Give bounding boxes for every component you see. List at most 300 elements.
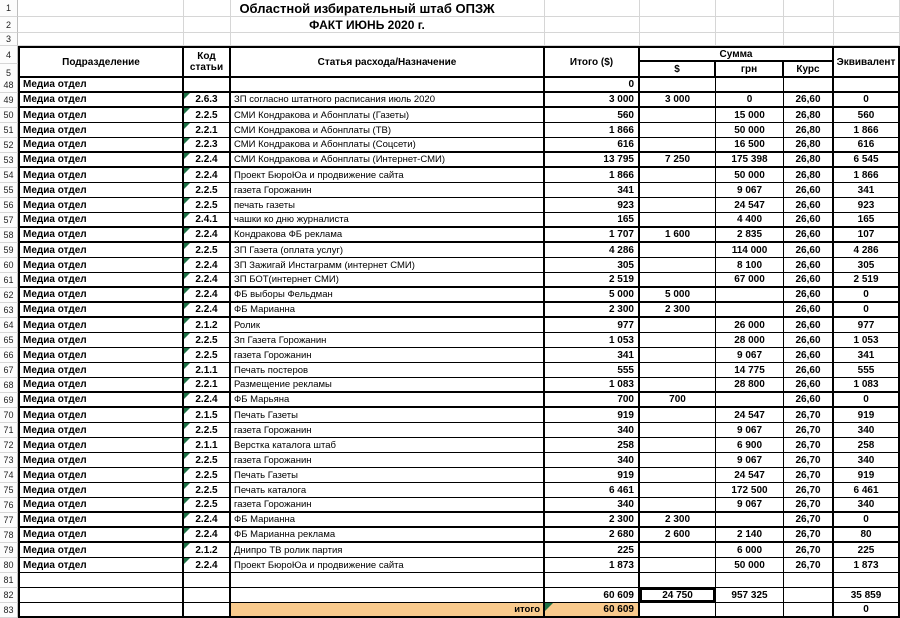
empty-cell[interactable] (231, 33, 545, 46)
cell-total[interactable] (545, 423, 640, 438)
cell-uah[interactable] (716, 603, 784, 618)
cell-usd[interactable] (640, 363, 716, 378)
row-number[interactable]: 70 (0, 408, 18, 423)
cell-uah[interactable] (716, 483, 784, 498)
cell-uah[interactable] (716, 333, 784, 348)
empty-cell[interactable] (834, 0, 900, 17)
cell-equivalent[interactable] (834, 558, 900, 573)
cell-division[interactable] (18, 378, 184, 393)
cell-division[interactable] (18, 333, 184, 348)
row-number[interactable]: 4 (0, 46, 18, 64)
row-number[interactable]: 58 (0, 228, 18, 243)
row-number[interactable]: 2 (0, 17, 18, 33)
row-number[interactable]: 79 (0, 543, 18, 558)
cell-article[interactable] (231, 183, 545, 198)
cell-rate[interactable] (784, 573, 834, 588)
cell-code[interactable] (184, 393, 231, 408)
cell-equivalent[interactable] (834, 228, 900, 243)
cell-code[interactable] (184, 438, 231, 453)
cell-code[interactable] (184, 453, 231, 468)
cell-rate[interactable] (784, 423, 834, 438)
cell-article[interactable] (231, 243, 545, 258)
cell-equivalent[interactable] (834, 498, 900, 513)
cell-article[interactable] (231, 498, 545, 513)
cell-rate[interactable] (784, 153, 834, 168)
cell-code[interactable] (184, 603, 231, 618)
cell-uah[interactable] (716, 213, 784, 228)
cell-article[interactable] (231, 123, 545, 138)
empty-cell[interactable] (716, 0, 784, 17)
row-number[interactable]: 67 (0, 363, 18, 378)
cell-code[interactable] (184, 513, 231, 528)
cell-code[interactable] (184, 543, 231, 558)
cell-uah[interactable] (716, 273, 784, 288)
cell-article[interactable] (231, 453, 545, 468)
cell-code[interactable] (184, 408, 231, 423)
cell-division[interactable] (18, 78, 184, 93)
cell-article[interactable] (231, 438, 545, 453)
empty-cell[interactable] (784, 33, 834, 46)
cell-article[interactable] (231, 198, 545, 213)
cell-equivalent[interactable] (834, 438, 900, 453)
row-number[interactable]: 71 (0, 423, 18, 438)
cell-article[interactable] (231, 558, 545, 573)
cell-usd[interactable] (640, 78, 716, 93)
row-number[interactable]: 49 (0, 93, 18, 108)
cell-division[interactable] (18, 408, 184, 423)
header-division[interactable]: Подразделение (18, 46, 184, 78)
empty-cell[interactable] (184, 33, 231, 46)
row-number[interactable]: 50 (0, 108, 18, 123)
cell-division[interactable] (18, 573, 184, 588)
cell-usd[interactable] (640, 288, 716, 303)
cell-rate[interactable] (784, 123, 834, 138)
cell-total[interactable] (545, 318, 640, 333)
row-number[interactable]: 69 (0, 393, 18, 408)
cell-equivalent[interactable] (834, 243, 900, 258)
cell-rate[interactable] (784, 498, 834, 513)
cell-total[interactable] (545, 288, 640, 303)
cell-article[interactable] (231, 213, 545, 228)
cell-total[interactable] (545, 438, 640, 453)
cell-code[interactable] (184, 138, 231, 153)
row-number[interactable]: 72 (0, 438, 18, 453)
row-number[interactable]: 56 (0, 198, 18, 213)
cell-usd[interactable] (640, 273, 716, 288)
cell-equivalent[interactable] (834, 318, 900, 333)
cell-total[interactable] (545, 498, 640, 513)
cell-article[interactable] (231, 543, 545, 558)
cell-code[interactable] (184, 153, 231, 168)
cell-uah[interactable] (716, 393, 784, 408)
empty-cell[interactable] (716, 17, 784, 33)
row-number[interactable]: 75 (0, 483, 18, 498)
header-code[interactable]: Код статьи (184, 46, 231, 78)
cell-uah[interactable] (716, 498, 784, 513)
cell-equivalent[interactable] (834, 108, 900, 123)
cell-equivalent[interactable] (834, 333, 900, 348)
cell-article[interactable] (231, 93, 545, 108)
cell-rate[interactable] (784, 333, 834, 348)
cell-rate[interactable] (784, 78, 834, 93)
row-number[interactable]: 81 (0, 573, 18, 588)
cell-equivalent[interactable] (834, 183, 900, 198)
cell-code[interactable] (184, 363, 231, 378)
cell-code[interactable] (184, 168, 231, 183)
cell-rate[interactable] (784, 93, 834, 108)
cell-total[interactable] (545, 93, 640, 108)
cell-equivalent[interactable] (834, 198, 900, 213)
cell-division[interactable] (18, 93, 184, 108)
cell-uah[interactable] (716, 243, 784, 258)
empty-cell[interactable] (640, 33, 716, 46)
cell-rate[interactable] (784, 528, 834, 543)
cell-uah[interactable] (716, 123, 784, 138)
row-number[interactable]: 5 (0, 64, 18, 82)
cell-article[interactable] (231, 363, 545, 378)
cell-rate[interactable] (784, 243, 834, 258)
cell-rate[interactable] (784, 483, 834, 498)
cell-rate[interactable] (784, 558, 834, 573)
cell-division[interactable] (18, 393, 184, 408)
cell-rate[interactable] (784, 588, 834, 603)
row-number[interactable]: 59 (0, 243, 18, 258)
cell-rate[interactable] (784, 183, 834, 198)
cell-equivalent[interactable] (834, 78, 900, 93)
cell-article[interactable] (231, 318, 545, 333)
row-number[interactable]: 51 (0, 123, 18, 138)
empty-cell[interactable] (545, 33, 640, 46)
cell-uah[interactable] (716, 288, 784, 303)
row-number[interactable]: 64 (0, 318, 18, 333)
cell-article[interactable] (231, 303, 545, 318)
cell-article[interactable] (231, 153, 545, 168)
cell-rate[interactable] (784, 438, 834, 453)
cell-uah[interactable] (716, 573, 784, 588)
cell-total[interactable] (545, 168, 640, 183)
cell-division[interactable] (18, 348, 184, 363)
cell-rate[interactable] (784, 543, 834, 558)
cell-division[interactable] (18, 453, 184, 468)
cell-division[interactable] (18, 528, 184, 543)
cell-article[interactable] (231, 573, 545, 588)
cell-equivalent[interactable] (834, 513, 900, 528)
cell-article[interactable] (231, 228, 545, 243)
row-number[interactable]: 52 (0, 138, 18, 153)
cell-code[interactable] (184, 78, 231, 93)
cell-usd[interactable] (640, 123, 716, 138)
cell-division[interactable] (18, 318, 184, 333)
row-number[interactable]: 53 (0, 153, 18, 168)
cell-usd[interactable] (640, 438, 716, 453)
row-number[interactable]: 82 (0, 588, 18, 603)
cell-usd[interactable] (640, 108, 716, 123)
cell-division[interactable] (18, 513, 184, 528)
cell-division[interactable] (18, 243, 184, 258)
cell-total[interactable] (545, 303, 640, 318)
row-number[interactable]: 65 (0, 333, 18, 348)
cell-equivalent[interactable] (834, 408, 900, 423)
cell-code[interactable] (184, 198, 231, 213)
cell-division[interactable] (18, 498, 184, 513)
cell-equivalent[interactable] (834, 168, 900, 183)
cell-equivalent[interactable] (834, 153, 900, 168)
cell-division[interactable] (18, 258, 184, 273)
cell-code[interactable] (184, 258, 231, 273)
cell-uah[interactable] (716, 438, 784, 453)
cell-uah[interactable] (716, 408, 784, 423)
cell-usd[interactable] (640, 198, 716, 213)
cell-usd[interactable] (640, 408, 716, 423)
cell-division[interactable] (18, 438, 184, 453)
cell-code[interactable] (184, 588, 231, 603)
cell-equivalent[interactable] (834, 138, 900, 153)
row-number[interactable]: 48 (0, 78, 18, 93)
cell-code[interactable] (184, 228, 231, 243)
cell-division[interactable] (18, 423, 184, 438)
cell-usd[interactable] (640, 483, 716, 498)
cell-uah[interactable] (716, 303, 784, 318)
cell-division[interactable] (18, 303, 184, 318)
cell-division[interactable] (18, 468, 184, 483)
cell-code[interactable] (184, 333, 231, 348)
cell-code[interactable] (184, 318, 231, 333)
row-number[interactable]: 83 (0, 603, 18, 618)
cell-article[interactable] (231, 378, 545, 393)
cell-uah[interactable] (716, 588, 784, 603)
cell-equivalent[interactable] (834, 528, 900, 543)
cell-uah[interactable] (716, 138, 784, 153)
row-number[interactable]: 57 (0, 213, 18, 228)
row-number[interactable]: 54 (0, 168, 18, 183)
cell-rate[interactable] (784, 288, 834, 303)
cell-usd[interactable] (640, 573, 716, 588)
cell-article[interactable] (231, 168, 545, 183)
header-usd[interactable]: $ (640, 62, 716, 78)
row-number[interactable]: 61 (0, 273, 18, 288)
cell-uah[interactable] (716, 183, 784, 198)
cell-equivalent[interactable] (834, 273, 900, 288)
cell-rate[interactable] (784, 168, 834, 183)
header-equivalent[interactable]: Эквивалент (834, 46, 900, 78)
cell-article[interactable] (231, 423, 545, 438)
row-number[interactable]: 76 (0, 498, 18, 513)
cell-division[interactable] (18, 123, 184, 138)
cell-rate[interactable] (784, 408, 834, 423)
empty-cell[interactable] (834, 33, 900, 46)
row-number[interactable]: 66 (0, 348, 18, 363)
cell-equivalent[interactable] (834, 393, 900, 408)
row-number[interactable]: 78 (0, 528, 18, 543)
cell-uah[interactable] (716, 363, 784, 378)
cell-equivalent[interactable] (834, 468, 900, 483)
cell-usd[interactable] (640, 303, 716, 318)
cell-code[interactable] (184, 123, 231, 138)
cell-article[interactable] (231, 603, 545, 618)
cell-rate[interactable] (784, 603, 834, 618)
empty-cell[interactable] (784, 17, 834, 33)
cell-division[interactable] (18, 183, 184, 198)
cell-code[interactable] (184, 468, 231, 483)
cell-usd[interactable] (640, 513, 716, 528)
cell-usd[interactable] (640, 378, 716, 393)
cell-rate[interactable] (784, 318, 834, 333)
cell-total[interactable] (545, 153, 640, 168)
cell-total[interactable] (545, 258, 640, 273)
cell-rate[interactable] (784, 378, 834, 393)
cell-code[interactable] (184, 213, 231, 228)
cell-equivalent[interactable] (834, 573, 900, 588)
header-rate[interactable]: Курс (784, 62, 834, 78)
cell-division[interactable] (18, 168, 184, 183)
cell-code[interactable] (184, 108, 231, 123)
cell-code[interactable] (184, 483, 231, 498)
cell-uah[interactable] (716, 258, 784, 273)
row-number[interactable]: 68 (0, 378, 18, 393)
cell-division[interactable] (18, 543, 184, 558)
cell-rate[interactable] (784, 228, 834, 243)
cell-total[interactable] (545, 273, 640, 288)
cell-article[interactable] (231, 408, 545, 423)
cell-code[interactable] (184, 423, 231, 438)
row-number[interactable]: 60 (0, 258, 18, 273)
cell-total[interactable] (545, 363, 640, 378)
cell-equivalent[interactable] (834, 363, 900, 378)
cell-usd[interactable] (640, 498, 716, 513)
cell-total[interactable] (545, 408, 640, 423)
cell-usd[interactable] (640, 333, 716, 348)
cell-total[interactable] (545, 543, 640, 558)
cell-usd[interactable] (640, 183, 716, 198)
cell-article[interactable] (231, 108, 545, 123)
cell-uah[interactable] (716, 108, 784, 123)
cell-division[interactable] (18, 483, 184, 498)
cell-article[interactable] (231, 393, 545, 408)
row-number[interactable]: 55 (0, 183, 18, 198)
cell-equivalent[interactable] (834, 543, 900, 558)
cell-equivalent[interactable] (834, 378, 900, 393)
cell-total[interactable] (545, 108, 640, 123)
cell-rate[interactable] (784, 213, 834, 228)
row-number[interactable]: 63 (0, 303, 18, 318)
cell-uah[interactable] (716, 318, 784, 333)
empty-cell[interactable] (716, 33, 784, 46)
cell-uah[interactable] (716, 348, 784, 363)
header-uah[interactable]: грн (716, 62, 784, 78)
cell-uah[interactable] (716, 543, 784, 558)
cell-code[interactable] (184, 348, 231, 363)
cell-article[interactable] (231, 468, 545, 483)
row-number[interactable]: 3 (0, 33, 18, 46)
cell-code[interactable] (184, 183, 231, 198)
cell-usd[interactable] (640, 168, 716, 183)
cell-usd[interactable] (640, 558, 716, 573)
cell-division[interactable] (18, 198, 184, 213)
cell-division[interactable] (18, 153, 184, 168)
cell-rate[interactable] (784, 363, 834, 378)
cell-uah[interactable] (716, 468, 784, 483)
cell-uah[interactable] (716, 528, 784, 543)
cell-article[interactable] (231, 333, 545, 348)
cell-code[interactable] (184, 378, 231, 393)
cell-article[interactable] (231, 528, 545, 543)
cell-uah[interactable] (716, 198, 784, 213)
cell-uah[interactable] (716, 558, 784, 573)
cell-uah[interactable] (716, 423, 784, 438)
cell-total[interactable] (545, 348, 640, 363)
cell-total[interactable] (545, 603, 640, 618)
cell-code[interactable] (184, 573, 231, 588)
cell-usd[interactable] (640, 93, 716, 108)
row-number[interactable]: 80 (0, 558, 18, 573)
cell-division[interactable] (18, 228, 184, 243)
sheet-subtitle[interactable]: ФАКТ ИЮНЬ 2020 г. (309, 18, 425, 32)
cell-equivalent[interactable] (834, 603, 900, 618)
cell-usd[interactable] (640, 213, 716, 228)
row-number[interactable]: 1 (0, 0, 18, 17)
cell-usd[interactable] (640, 603, 716, 618)
cell-division[interactable] (18, 363, 184, 378)
row-number[interactable]: 74 (0, 468, 18, 483)
cell-code[interactable] (184, 498, 231, 513)
cell-equivalent[interactable] (834, 123, 900, 138)
cell-usd[interactable] (640, 543, 716, 558)
cell-article[interactable] (231, 78, 545, 93)
cell-division[interactable] (18, 603, 184, 618)
cell-usd[interactable] (640, 243, 716, 258)
cell-equivalent[interactable] (834, 483, 900, 498)
cell-equivalent[interactable] (834, 348, 900, 363)
cell-total[interactable] (545, 513, 640, 528)
cell-total[interactable] (545, 183, 640, 198)
cell-equivalent[interactable] (834, 288, 900, 303)
cell-article[interactable] (231, 348, 545, 363)
cell-division[interactable] (18, 138, 184, 153)
cell-total[interactable] (545, 588, 640, 603)
cell-rate[interactable] (784, 303, 834, 318)
cell-total[interactable] (545, 198, 640, 213)
cell-usd[interactable] (640, 228, 716, 243)
cell-rate[interactable] (784, 273, 834, 288)
cell-article[interactable] (231, 513, 545, 528)
cell-code[interactable] (184, 558, 231, 573)
cell-code[interactable] (184, 288, 231, 303)
row-number[interactable]: 73 (0, 453, 18, 468)
cell-total[interactable] (545, 558, 640, 573)
row-number[interactable]: 62 (0, 288, 18, 303)
cell-usd[interactable] (640, 348, 716, 363)
cell-uah[interactable] (716, 78, 784, 93)
cell-rate[interactable] (784, 258, 834, 273)
empty-cell[interactable] (18, 33, 184, 46)
cell-division[interactable] (18, 213, 184, 228)
cell-article[interactable] (231, 138, 545, 153)
cell-equivalent[interactable] (834, 423, 900, 438)
cell-code[interactable] (184, 273, 231, 288)
cell-rate[interactable] (784, 513, 834, 528)
cell-total[interactable] (545, 138, 640, 153)
cell-total[interactable] (545, 573, 640, 588)
cell-total[interactable] (545, 213, 640, 228)
row-number[interactable]: 77 (0, 513, 18, 528)
cell-equivalent[interactable] (834, 258, 900, 273)
cell-equivalent[interactable] (834, 588, 900, 603)
cell-article[interactable] (231, 288, 545, 303)
cell-usd[interactable] (640, 423, 716, 438)
cell-code[interactable] (184, 528, 231, 543)
cell-article[interactable] (231, 588, 545, 603)
empty-cell[interactable] (784, 0, 834, 17)
